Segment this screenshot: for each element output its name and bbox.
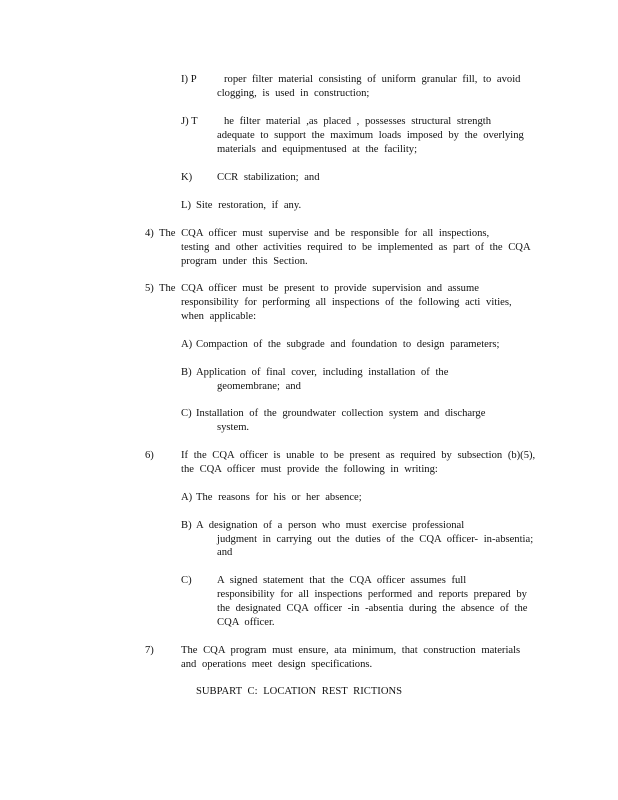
paragraph-5-line-3: when applicable: <box>181 311 257 322</box>
sub-item-6b-line-3: and <box>217 547 233 558</box>
sub-item-label-5c: C) <box>181 408 192 419</box>
sub-item-6a-line-1: The reasons for his or her absence; <box>196 492 362 503</box>
item-label-j: J) T <box>181 116 198 127</box>
paragraph-7-line-2: and operations meet design specifications. <box>181 659 373 670</box>
sub-item-label-6c: C) <box>181 575 192 586</box>
item-label-i: I) P <box>181 74 197 85</box>
sub-item-6c-line-2: responsibility for all inspections performed and reports prepared by <box>217 589 527 600</box>
item-j-line-1: he filter material ,as placed , possesses structural strength <box>224 116 491 127</box>
sub-item-6b-line-1: A designation of a person who must exercise professional <box>196 520 465 531</box>
sub-item-label-6b: B) <box>181 520 192 531</box>
sub-item-5c-line-1: Installation of the groundwater collection system and discharge <box>196 408 486 419</box>
paragraph-5-line-2: responsibility for performing all inspections of the following acti vities, <box>181 297 512 308</box>
paragraph-label-6: 6) <box>145 450 154 461</box>
sub-item-6c-line-3: the designated CQA officer -in -absentia during the absence of the <box>217 603 528 614</box>
subpart-heading: SUBPART C: LOCATION REST RICTIONS <box>196 686 403 697</box>
paragraph-label-7: 7) <box>145 645 154 656</box>
item-i-line-1: roper filter material consisting of uniform granular fill, to avoid <box>224 74 521 85</box>
sub-item-5c-line-2: system. <box>217 422 250 433</box>
paragraph-6-line-1: If the CQA officer is unable to be present as required by subsection (b)(5), <box>181 450 536 461</box>
sub-item-6b-line-2: judgment in carrying out the duties of the CQA officer- in-absentia; <box>217 534 534 545</box>
item-k-text: CCR stabilization; and <box>217 172 320 183</box>
paragraph-4-line-3: program under this Section. <box>181 256 308 267</box>
sub-item-label-6a: A) <box>181 492 193 503</box>
paragraph-4-line-2: testing and other activities required to be implemented as part of the CQA <box>181 242 531 253</box>
sub-item-5a-line-1: Compaction of the subgrade and foundation to design parameters; <box>196 339 500 350</box>
paragraph-7-line-1: The CQA program must ensure, ata minimum, that construction materials <box>181 645 521 656</box>
paragraph-6-line-2: the CQA officer must provide the following in writing: <box>181 464 438 475</box>
sub-item-6c-line-4: CQA officer. <box>217 617 275 628</box>
paragraph-label-5: 5) <box>145 283 154 294</box>
item-l-text: Site restoration, if any. <box>196 200 302 211</box>
item-label-l: L) <box>181 200 191 211</box>
sub-item-6c-line-1: A signed statement that the CQA officer assumes full <box>217 575 467 586</box>
item-label-k: K) <box>181 172 193 183</box>
item-i-line-2: clogging, is used in construction; <box>217 88 370 99</box>
sub-item-5b-line-2: geomembrane; and <box>217 381 301 392</box>
sub-item-5b-line-1: Application of final cover, including installation of the <box>196 367 449 378</box>
sub-item-label-5b: B) <box>181 367 192 378</box>
item-j-line-3: materials and equipmentused at the facility; <box>217 144 418 155</box>
sub-item-label-5a: A) <box>181 339 193 350</box>
paragraph-4-line-1: The CQA officer must supervise and be responsible for all inspections, <box>159 228 490 239</box>
paragraph-label-4: 4) <box>145 228 154 239</box>
paragraph-5-line-1: The CQA officer must be present to provide supervision and assume <box>159 283 479 294</box>
item-j-line-2: adequate to support the maximum loads imposed by the overlying <box>217 130 524 141</box>
